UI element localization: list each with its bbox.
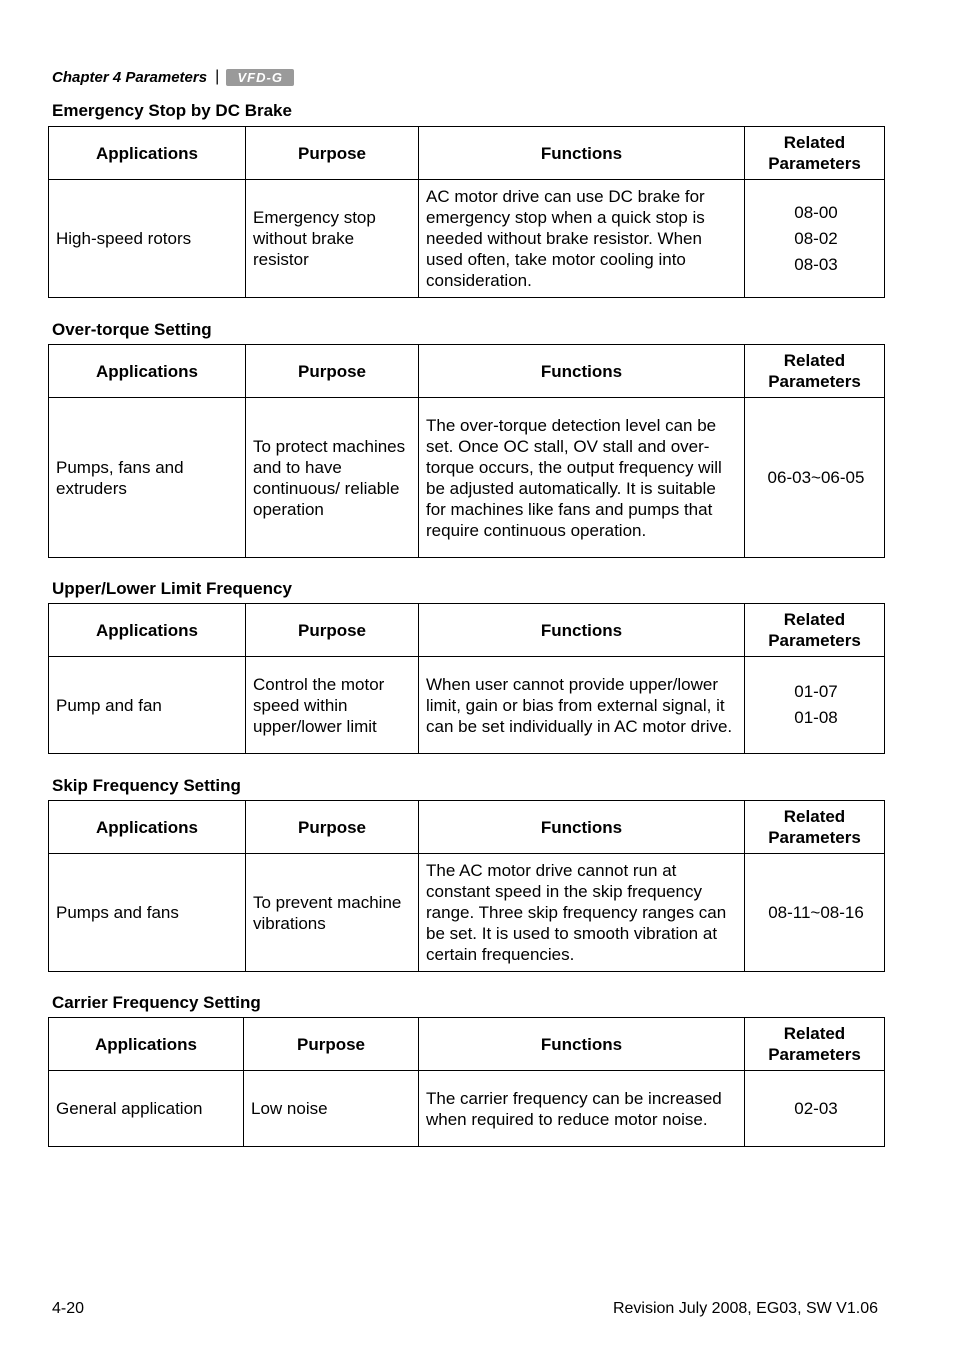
col-header-related-parameters (745, 345, 885, 398)
page-header (52, 68, 294, 86)
col-header-related-parameters (745, 801, 885, 854)
application-cell: Pumps, fans and extruders (49, 398, 246, 558)
parameter-table (48, 603, 885, 754)
table-header-row (49, 1018, 885, 1071)
parameter-code: 08-00 (794, 202, 838, 222)
col-header-applications: Applications (49, 1018, 244, 1071)
application-cell: Pumps and fans (49, 854, 246, 972)
section-title: Upper/Lower Limit Frequency (52, 579, 292, 598)
related-parameters-cell (745, 854, 885, 972)
page-number: 4-20 (52, 1300, 85, 1317)
table-row (49, 398, 885, 558)
col-header-functions: Functions (419, 345, 745, 398)
purpose-cell: Emergency stop without brake resistor (246, 180, 419, 298)
table-header-row (49, 801, 885, 854)
purpose-cell: To protect machines and to have continuous/ reliable operation (246, 398, 419, 558)
parameter-code: 08-02 (794, 228, 838, 248)
col-header-functions: Functions (419, 1018, 745, 1071)
parameter-table (48, 126, 885, 298)
functions-cell: AC motor drive can use DC brake for emergency stop when a quick stop is needed without brake resistor. When used often, take motor cooling into consideration. (419, 180, 745, 298)
col-header-related-parameters (745, 604, 885, 657)
related-parameters-cell (745, 180, 885, 298)
purpose-cell: Control the motor speed within upper/lower limit (246, 657, 419, 754)
related-label: Related (783, 133, 846, 152)
table-row (49, 180, 885, 298)
chapter-title: Chapter 4 Parameters (52, 68, 208, 86)
parameter-code: 06-03~06-05 (767, 467, 865, 487)
section-title: Over-torque Setting (52, 320, 212, 339)
purpose-cell: To prevent machine vibrations (246, 854, 419, 972)
functions-cell: When user cannot provide upper/lower limit, gain or bias from external signal, it can be set individually in AC motor drive. (419, 657, 745, 754)
section-title: Skip Frequency Setting (52, 776, 241, 795)
purpose-cell: Low noise (244, 1071, 419, 1147)
related-label: Related (783, 610, 846, 629)
table-header-row (49, 604, 885, 657)
table-row (49, 854, 885, 972)
table-header-row (49, 345, 885, 398)
application-cell: High-speed rotors (49, 180, 246, 298)
related-parameters-cell (745, 1071, 885, 1147)
functions-cell: The AC motor drive cannot run at constant speed in the skip frequency range. Three skip frequency ranges can be set. It is used to smooth vibration at certain frequencies. (419, 854, 745, 972)
parameters-label: Parameters (768, 828, 861, 847)
related-label: Related (783, 807, 846, 826)
table-header-row (49, 127, 885, 180)
related-parameters-cell (745, 398, 885, 558)
parameter-table (48, 800, 885, 972)
col-header-applications: Applications (49, 127, 246, 180)
parameter-table (48, 1017, 885, 1147)
related-label: Related (783, 1024, 846, 1043)
col-header-functions: Functions (419, 801, 745, 854)
parameter-code: 01-07 (794, 682, 838, 701)
application-cell: Pump and fan (49, 657, 246, 754)
section-title: Emergency Stop by DC Brake (52, 101, 292, 120)
header-separator: | (215, 68, 220, 85)
col-header-functions: Functions (419, 604, 745, 657)
parameter-code: 02-03 (794, 1098, 838, 1118)
parameters-label: Parameters (768, 1045, 861, 1064)
parameters-label: Parameters (768, 372, 861, 391)
functions-cell: The carrier frequency can be increased when required to reduce motor noise. (419, 1071, 745, 1147)
col-header-purpose: Purpose (244, 1018, 419, 1071)
col-header-functions: Functions (419, 127, 745, 180)
parameters-label: Parameters (768, 154, 861, 173)
related-label: Related (783, 351, 846, 370)
parameter-code: 01-08 (794, 708, 838, 727)
parameter-code: 08-11~08-16 (768, 902, 864, 922)
col-header-purpose: Purpose (246, 604, 419, 657)
revision-info: Revision July 2008, EG03, SW V1.06 (612, 1300, 878, 1317)
parameters-label: Parameters (768, 631, 861, 650)
parameter-table (48, 344, 885, 558)
functions-cell: The over-torque detection level can be set. Once OC stall, OV stall and over-torque occurs, the output frequency will be adjusted automatically. It is suitable for machines like fans and pumps that require continuous operation. (419, 398, 745, 558)
col-header-related-parameters (745, 127, 885, 180)
col-header-purpose: Purpose (246, 345, 419, 398)
col-header-applications: Applications (49, 801, 246, 854)
related-parameters-cell (745, 657, 885, 754)
col-header-related-parameters (745, 1018, 885, 1071)
section-title: Carrier Frequency Setting (52, 993, 261, 1012)
table-row (49, 657, 885, 754)
table-row (49, 1071, 885, 1147)
application-cell: General application (49, 1071, 244, 1147)
col-header-purpose: Purpose (246, 801, 419, 854)
col-header-applications: Applications (49, 345, 246, 398)
col-header-purpose: Purpose (246, 127, 419, 180)
parameter-code: 08-03 (794, 254, 838, 274)
col-header-applications: Applications (49, 604, 246, 657)
vfd-g-logo: VFD-G (226, 69, 294, 86)
